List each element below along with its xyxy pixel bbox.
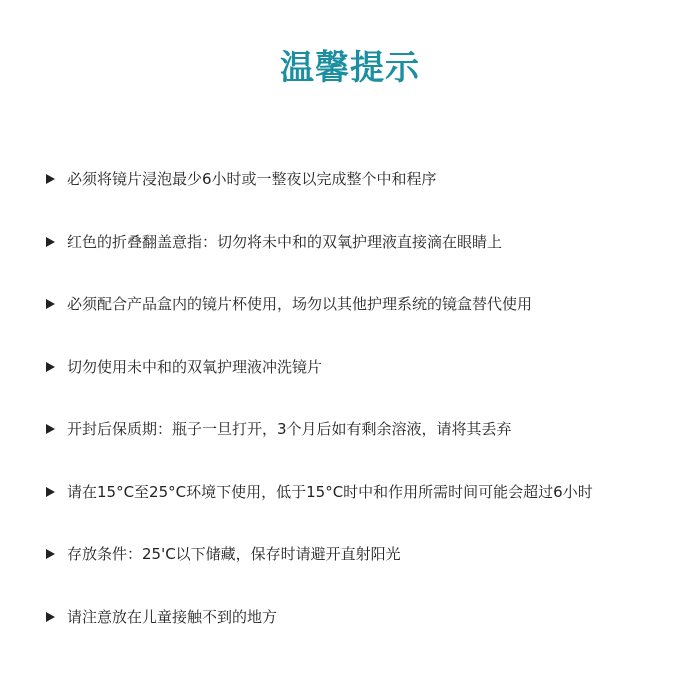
tips-list — [46, 164, 686, 664]
tip-item-7 — [46, 539, 686, 569]
triangle-right-icon — [46, 424, 55, 434]
triangle-right-icon — [46, 174, 55, 184]
tip-item-5 — [46, 414, 686, 444]
tip-item-3 — [46, 289, 686, 319]
tip-item-4 — [46, 352, 686, 382]
tip-text: 必须配合产品盒内的镜片杯使用，场勿以其他护理系统的镜盒替代使用 — [67, 295, 533, 313]
tip-item-1 — [46, 164, 686, 194]
triangle-right-icon — [46, 549, 55, 559]
tip-item-8 — [46, 602, 686, 632]
tip-text: 存放条件：25'C以下储藏，保存时请避开直射阳光 — [67, 545, 401, 563]
tip-text: 请注意放在儿童接触不到的地方 — [67, 607, 278, 626]
tip-text: 开封后保质期：瓶子一旦打开，3个月后如有剩余溶液，请将其丢弃 — [67, 420, 512, 438]
tip-item-2 — [46, 227, 686, 257]
triangle-right-icon — [46, 299, 55, 309]
tip-text: 切勿使用未中和的双氧护理液冲洗镜片 — [67, 357, 323, 376]
triangle-right-icon — [46, 237, 55, 247]
tip-text: 必须将镜片浸泡最少6小时或一整夜以完成整个中和程序 — [67, 170, 437, 188]
triangle-right-icon — [46, 362, 55, 372]
triangle-right-icon — [46, 612, 55, 622]
tip-item-6 — [46, 477, 686, 507]
tip-text: 请在15°C至25°C环境下使用，低于15°C时中和作用所需时间可能会超过6小时 — [67, 482, 593, 501]
page-title: 温馨提示 — [280, 48, 420, 88]
triangle-right-icon — [46, 487, 55, 497]
tip-text: 红色的折叠翻盖意指：切勿将未中和的双氧护理液直接滴在眼睛上 — [67, 232, 503, 251]
